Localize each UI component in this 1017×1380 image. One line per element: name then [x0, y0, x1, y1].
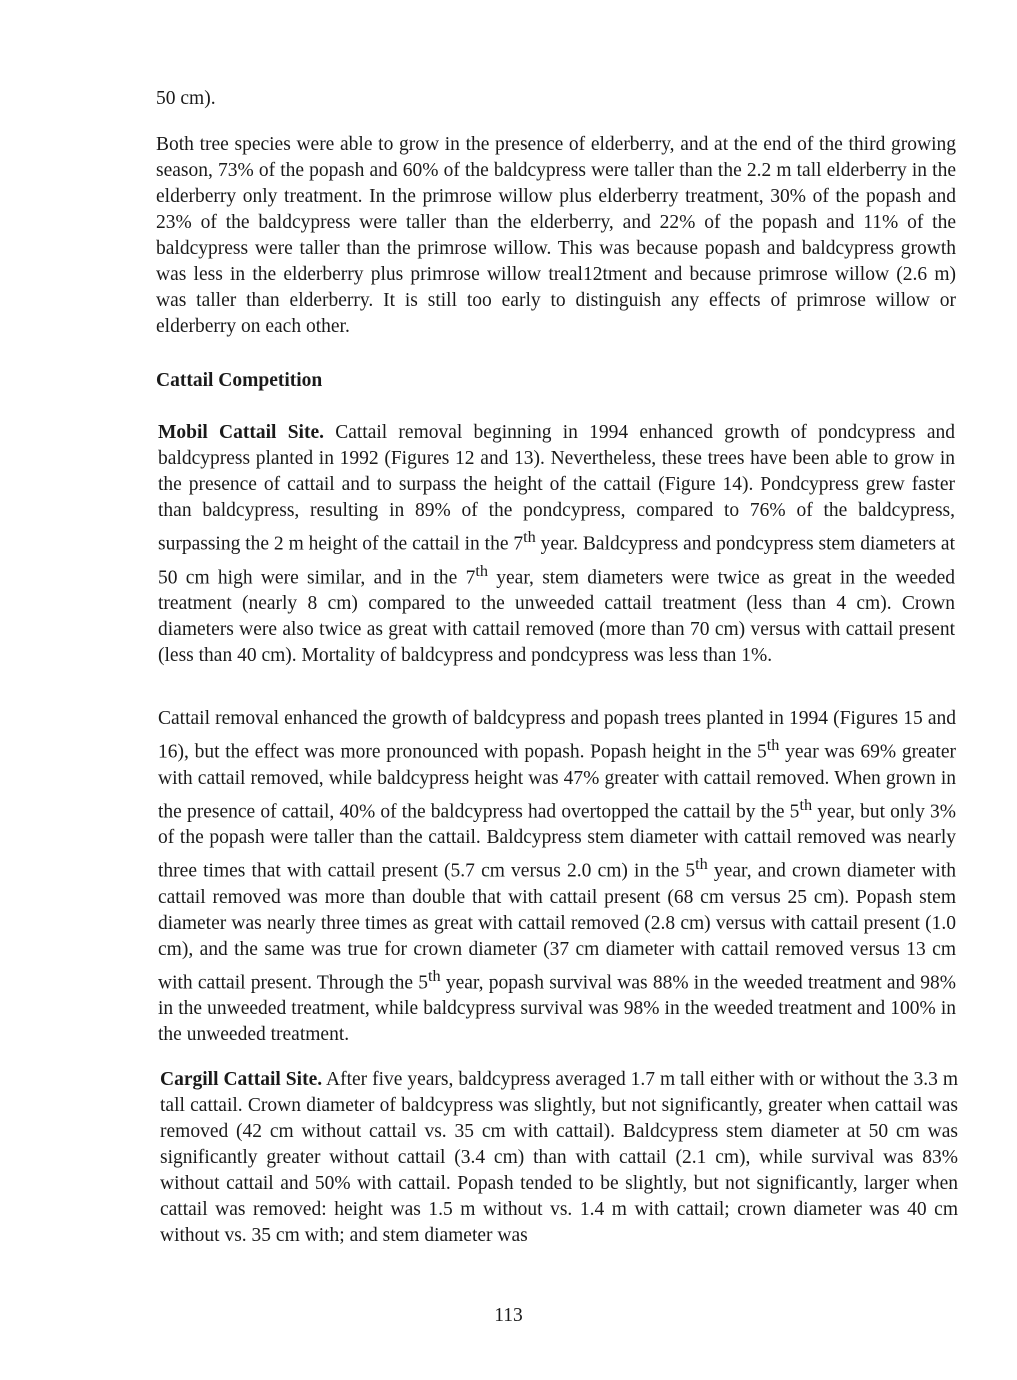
paragraph-text: year, popash survival was 88% in the weeded treatment and 98% in the unweeded treatment, while baldcypress survival was 98% in the weeded treatment and 100% in the unweeded treatment.: [158, 972, 956, 1045]
page-number: 113: [494, 1305, 523, 1326]
superscript: th: [766, 736, 780, 754]
paragraph-text: Cattail removal enhanced the growth of baldcypress and popash trees planted in 1994 (Figures 15 and 16), but the effect was more pronounced with popash. Popash height in the 5: [158, 708, 956, 763]
paragraph-mobil-cattail-site: [158, 420, 955, 669]
superscript: th: [475, 561, 488, 580]
section-heading: Cattail Competition: [156, 370, 323, 391]
run-in-heading-cargill: Cargill Cattail Site.: [160, 1069, 323, 1090]
paragraph-cattail-removal: [158, 706, 956, 1048]
paragraph-text: Cattail removal beginning in 1994 enhanced growth of pondcypress and baldcypress planted in 1992 (Figures 12 and 13). Nevertheless, these trees have been able to grow in the presence of cattail and to surpass the height of the cattail (Figure 14). Pondcypress grew faster than baldcypress, resulting in 89% of the pondcypress, compared to 76% of the baldcypress, surpassing the 2 m height of the cattail in the 7: [158, 422, 956, 555]
paragraph-text: year, stem diameters were twice as great in the weeded treatment (nearly 8 cm) compared to the unweeded cattail treatment (less than 4 cm). Crown diameters were also twice as great with cattail removed (more than 70 cm) versus with cattail present (less than 40 cm). Mortality of baldcypress and pondcypress was less than 1%.: [158, 567, 955, 666]
paragraph-text: After five years, baldcypress averaged 1.7 m tall either with or without the 3.3 m tall cattail. Crown diameter of baldcypress was slightly, but not significantly, greater when cattail was removed (42 cm without cattail vs. 35 cm with cattail). Baldcypress stem diameter at 50 cm was significantly greater without cattail (3.4 cm) than with cattail (2.1 cm), while survival was 83% without cattail and 50% with cattail. Popash tended to be slightly, but not significantly, larger when cattail was removed: height was 1.5 m without vs. 1.4 m with cattail; crown diameter was 40 cm without vs. 35 cm with; and stem diameter was: [160, 1069, 958, 1246]
paragraph-text: year was 69% greater with cattail removed, while baldcypress height was 47% greater with cattail removed. When grown in the presence of cattail, 40% of the baldcypress had overtopped the cattail by the 5: [158, 741, 956, 822]
continuation-fragment: 50 cm).: [156, 88, 216, 109]
superscript: th: [428, 966, 441, 985]
paragraph-cargill-cattail-site: [160, 1067, 958, 1249]
paragraph-text: year, but only 3% of the popash were taller than the cattail. Baldcypress stem diameter with cattail removed was nearly three times that with cattail present (5.7 cm versus 2.0 cm) in the 5: [158, 801, 956, 882]
run-in-heading-mobil: Mobil Cattail Site.: [158, 422, 324, 443]
paragraph-elderberry: Both tree species were able to grow in the presence of elderberry, and at the end of the third growing season, 73% of the popash and 60% of the baldcypress were taller than the 2.2 m tall elderberry in the elderberry only treatment. In the primrose willow plus elderberry treatment, 30% of the popash and 23% of the baldcypress were taller than the elderberry, and 22% of the popash and 11% of the baldcypress were taller than the primrose willow. This was because popash and baldcypress growth was less in the elderberry plus primrose willow treal12tment and because primrose willow (2.6 m) was taller than elderberry. It is still too early to distinguish any effects of primrose willow or elderberry on each other.: [156, 134, 956, 337]
superscript: th: [695, 855, 708, 873]
paragraph-text: year, and crown diameter with cattail removed was more than double that with cattail present (68 cm versus 25 cm). Popash stem diameter was nearly three times as great with cattail removed (2.8 cm) versus with cattail present (1.0 cm), and the same was true for crown diameter (37 cm diameter with cattail removed versus 13 cm with cattail present. Through the 5: [158, 860, 956, 993]
superscript: th: [799, 795, 813, 814]
superscript: th: [523, 528, 536, 546]
paragraph-text: year. Baldcypress and pondcypress stem diameters at 50 cm high were similar, and in the 7: [158, 533, 955, 588]
